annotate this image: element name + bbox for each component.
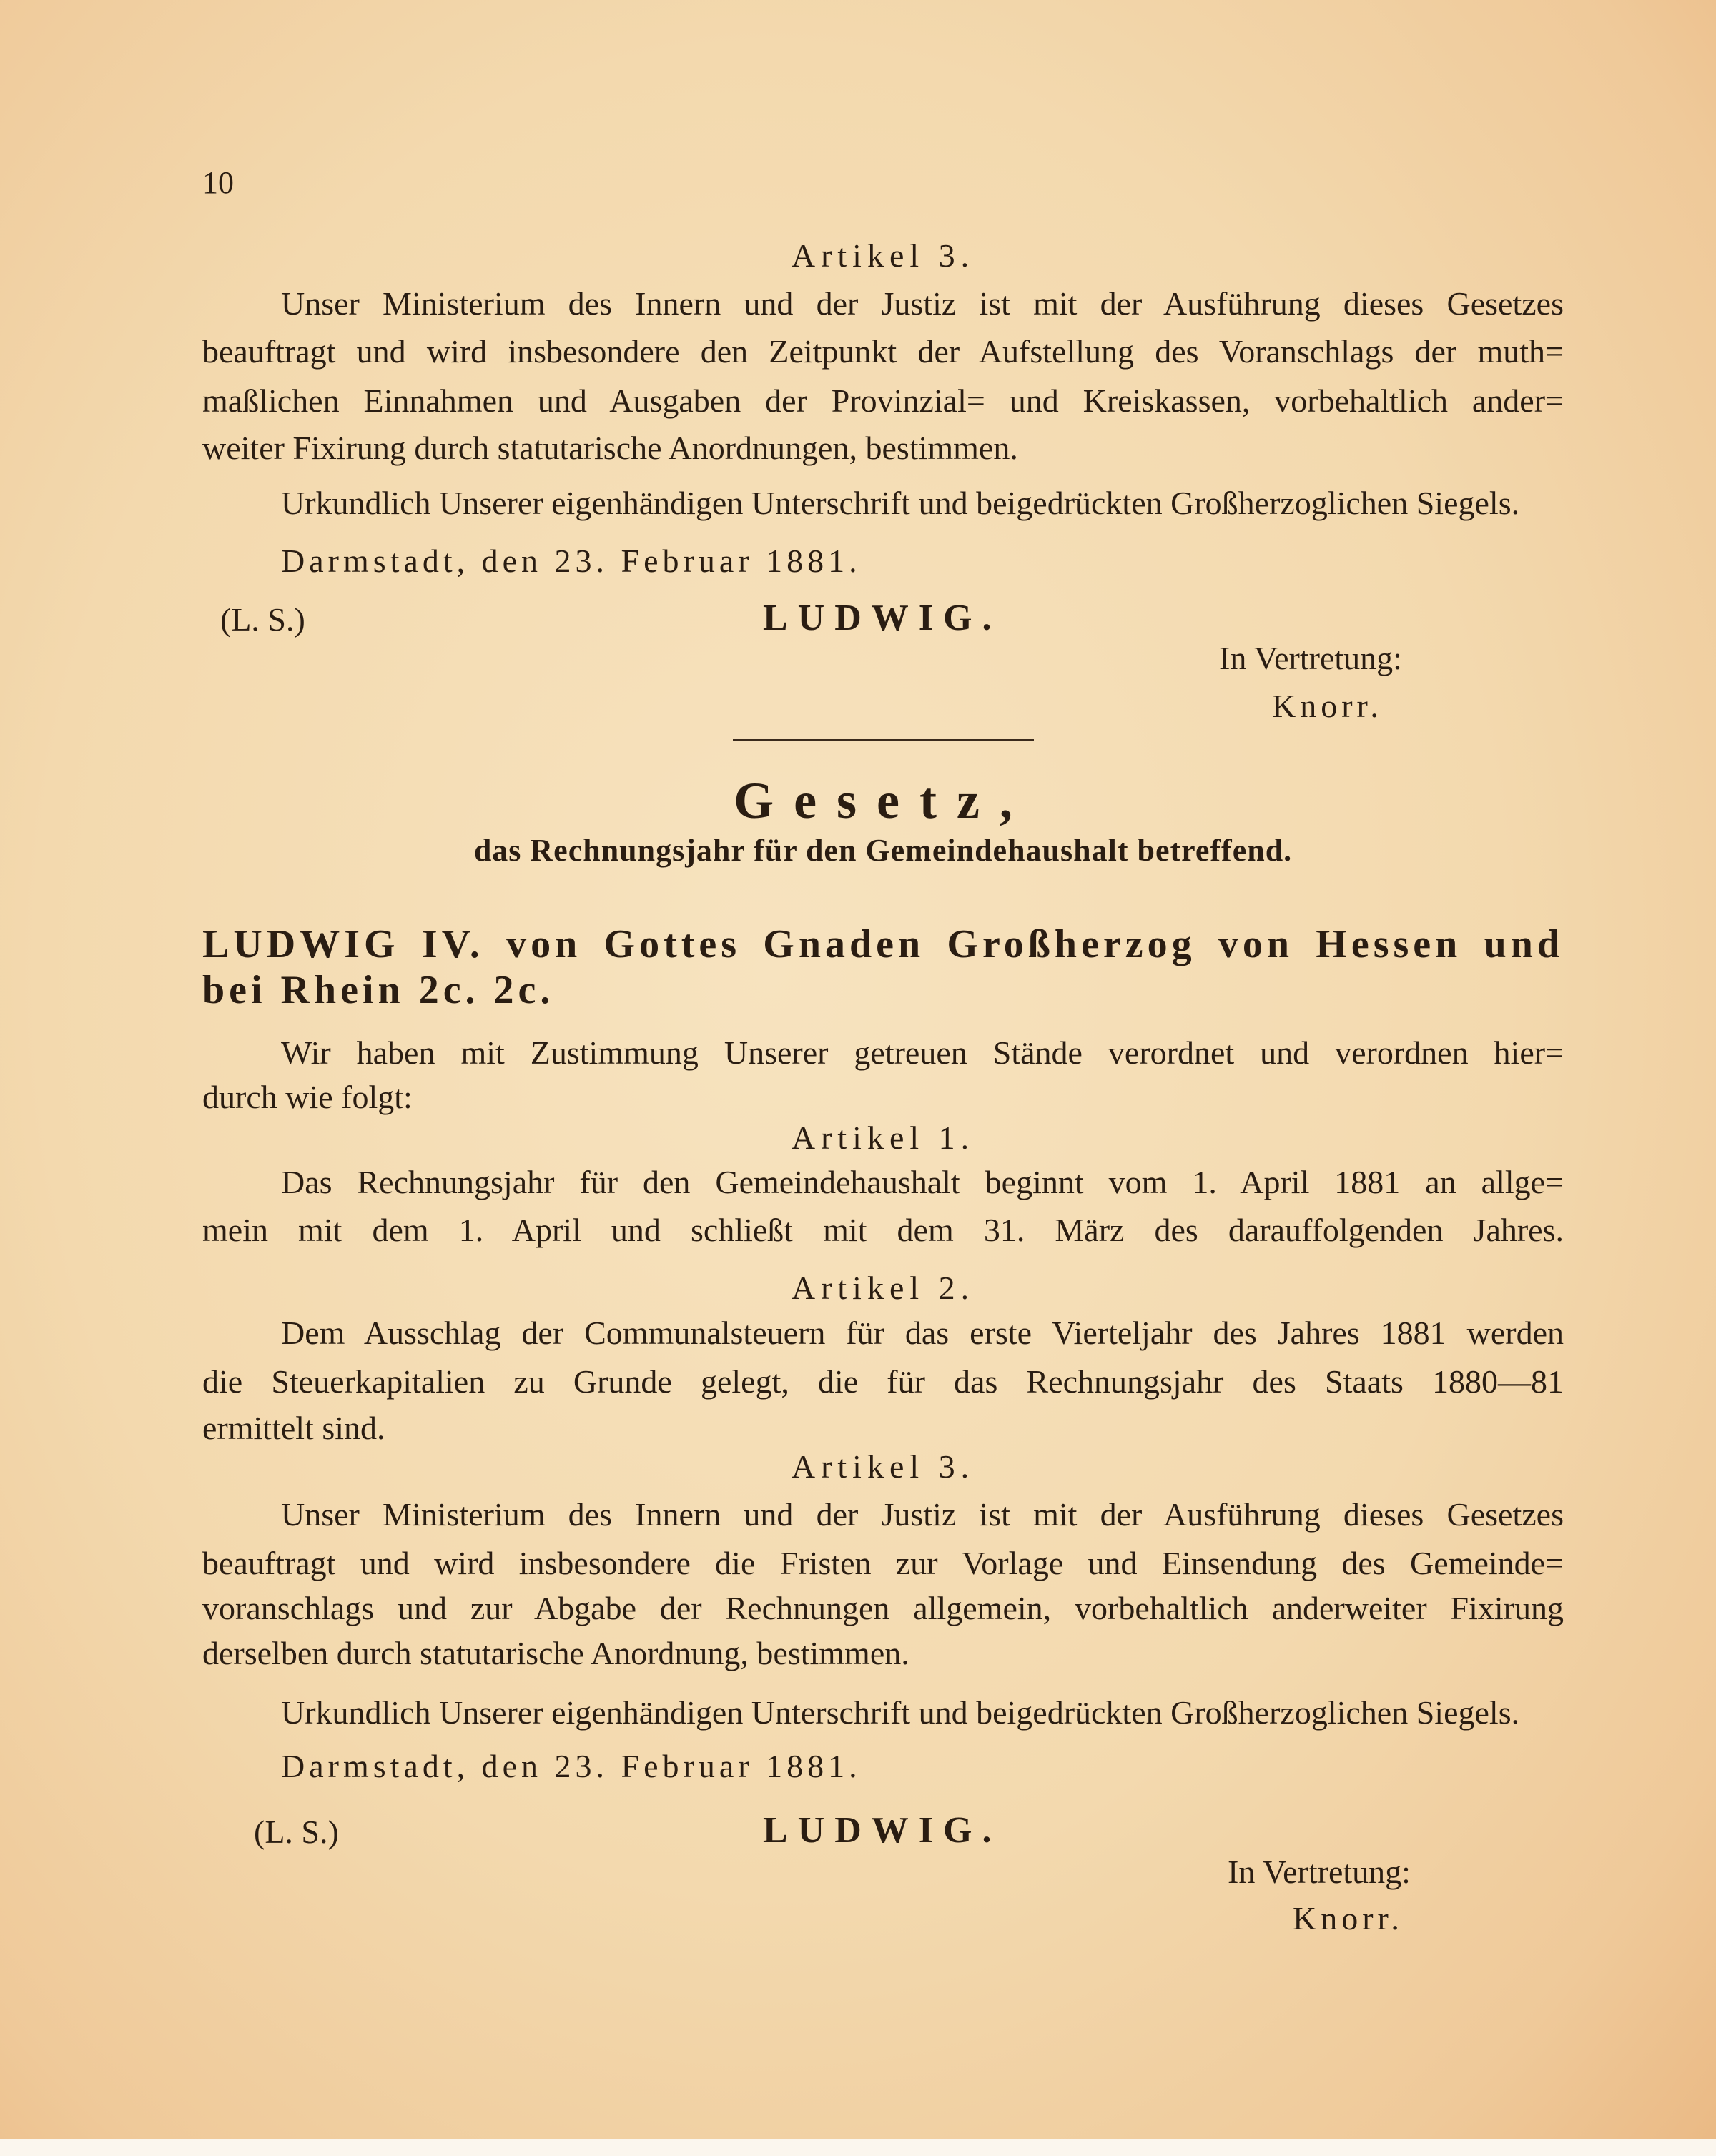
article-line: die Steuerkapitalien zu Grunde gelegt, die für das Rechnungsjahr des Staats 1880—81	[202, 1363, 1564, 1400]
article-line: weiter Fixirung durch statutarische Anordnungen, bestimmen.	[202, 430, 1018, 466]
article-line: Dem Ausschlag der Communalsteuern für das erste Vierteljahr des Jahres 1881 werden	[281, 1315, 1564, 1351]
article-heading: Artikel 2.	[791, 1270, 975, 1306]
section-divider	[733, 739, 1034, 741]
signature: LUDWIG.	[763, 598, 1002, 638]
article-line: mein mit dem 1. April und schließt mit dem 31. März des darauffolgenden Jahres.	[202, 1212, 1564, 1248]
article-heading: Artikel 3.	[791, 1448, 975, 1485]
deputy-name: Knorr.	[1293, 1900, 1404, 1937]
article-line: Unser Ministerium des Innern und der Justiz ist mit der Ausführung dieses Gesetzes	[281, 285, 1564, 322]
scan-edge	[0, 2139, 1716, 2156]
seal-mark: (L. S.)	[220, 601, 305, 638]
article-line: maßlichen Einnahmen und Ausgaben der Provinzial= und Kreiskassen, vorbehaltlich ander=	[202, 382, 1564, 419]
preamble-line: LUDWIG IV. von Gottes Gnaden Großherzog von Hessen und	[202, 922, 1564, 966]
article-line: ermittelt sind.	[202, 1410, 385, 1446]
article-line: beauftragt und wird insbesondere die Fristen zur Vorlage und Einsendung des Gemeinde=	[202, 1545, 1564, 1581]
deputy-name: Knorr.	[1272, 688, 1383, 724]
preamble-line: bei Rhein 2c. 2c.	[202, 968, 555, 1012]
article-line: beauftragt und wird insbesondere den Zeitpunkt der Aufstellung des Voranschlags der muth=	[202, 333, 1564, 370]
article-heading: Artikel 3.	[791, 237, 975, 274]
article-line: voranschlags und zur Abgabe der Rechnungen allgemein, vorbehaltlich anderweiter Fixirung	[202, 1590, 1564, 1626]
signature: LUDWIG.	[763, 1810, 1002, 1851]
law-title: Gesetz,	[734, 772, 1032, 829]
deputy-label: In Vertretung:	[1228, 1854, 1411, 1890]
deputy-label: In Vertretung:	[1219, 640, 1402, 676]
article-line: Das Rechnungsjahr für den Gemeindehaushalt beginnt vom 1. April 1881 an allge=	[281, 1164, 1564, 1200]
seal-mark: (L. S.)	[254, 1814, 339, 1850]
place-date: Darmstadt, den 23. Februar 1881.	[281, 543, 862, 579]
law-subtitle: das Rechnungsjahr für den Gemeindehaushalt betreffend.	[473, 833, 1293, 868]
article-heading: Artikel 1.	[791, 1119, 975, 1156]
enactment-line: durch wie folgt:	[202, 1079, 413, 1115]
page-number: 10	[202, 165, 234, 200]
attestation: Urkundlich Unserer eigenhändigen Unterschrift und beigedrückten Großherzoglichen Siegels.	[281, 485, 1520, 521]
article-line: Unser Ministerium des Innern und der Justiz ist mit der Ausführung dieses Gesetzes	[281, 1496, 1564, 1533]
article-line: derselben durch statutarische Anordnung, bestimmen.	[202, 1635, 909, 1671]
enactment-line: Wir haben mit Zustimmung Unserer getreuen Stände verordnet und verordnen hier=	[281, 1034, 1564, 1071]
attestation: Urkundlich Unserer eigenhändigen Unterschrift und beigedrückten Großherzoglichen Siegels.	[281, 1694, 1520, 1731]
place-date: Darmstadt, den 23. Februar 1881.	[281, 1748, 862, 1784]
